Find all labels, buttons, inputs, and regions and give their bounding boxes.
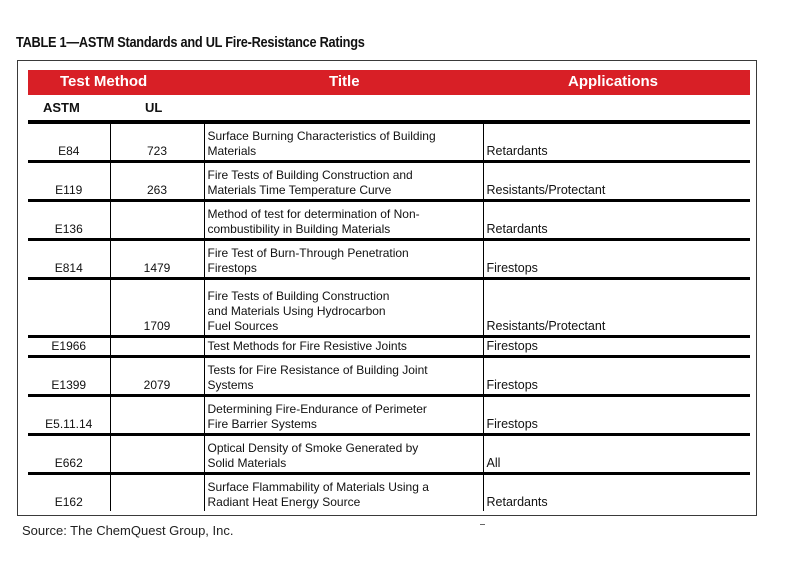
astm-cell: E662 — [28, 434, 110, 473]
application-cell: Firestops — [483, 336, 750, 356]
application-cell: Retardants — [486, 495, 548, 509]
title-line: Determining Fire-Endurance of Perimeter — [207, 401, 427, 416]
title-line: Materials Time Temperature Curve — [207, 182, 392, 197]
title-line: Optical Density of Smoke Generated by — [207, 440, 419, 455]
subheader-astm: ASTM — [43, 100, 80, 115]
title-line: Fuel Sources — [207, 318, 279, 333]
table-row — [28, 278, 750, 336]
title-line: and Materials Using Hydrocarbon — [207, 303, 386, 318]
title-line: Surface Burning Characteristics of Building — [207, 128, 436, 143]
astm-cell: E162 — [28, 473, 110, 511]
table-row — [28, 122, 750, 161]
title-line: combustibility in Building Materials — [207, 221, 391, 236]
title-cell — [204, 473, 483, 511]
header-title: Title — [329, 73, 360, 90]
astm-cell: E814 — [28, 239, 110, 278]
table-row — [28, 434, 750, 473]
title-line: Method of test for determination of Non- — [207, 206, 420, 221]
header-applications: Applications — [568, 73, 659, 90]
title-line: Fire Tests of Building Construction and — [207, 167, 413, 182]
title-line: Systems — [207, 377, 254, 392]
astm-cell — [28, 278, 110, 336]
application-cell: Firestops — [483, 395, 750, 434]
title-cell — [204, 122, 483, 161]
title-line: Tests for Fire Resistance of Building Joint — [207, 362, 428, 377]
astm-cell: E119 — [28, 161, 110, 200]
table-row — [28, 395, 750, 434]
ul-cell: 263 — [110, 161, 204, 200]
application-cell: All — [483, 434, 750, 473]
table-row — [28, 239, 750, 278]
title-cell — [204, 356, 483, 395]
title-line: Fire Tests of Building Construction — [207, 288, 390, 303]
application-cell: Resistants/Protectant — [483, 161, 750, 200]
title-line: Fire Test of Burn-Through Penetration — [207, 245, 409, 260]
title-line: Materials — [207, 143, 257, 158]
application-cell: Resistants/Protectant — [483, 278, 750, 336]
application-cell: Firestops — [483, 239, 750, 278]
title-cell — [204, 278, 483, 336]
application-cell: Retardants — [483, 122, 750, 161]
standards-table — [28, 120, 750, 511]
table-row — [28, 336, 750, 356]
astm-cell: E5.11.14 — [28, 395, 110, 434]
title-line: Fire Barrier Systems — [207, 416, 317, 431]
ul-cell — [110, 434, 204, 473]
title-line: Firestops — [207, 260, 257, 275]
title-cell — [204, 200, 483, 239]
title-cell — [204, 336, 483, 356]
ul-cell — [110, 395, 204, 434]
ul-cell: 723 — [110, 122, 204, 161]
application-cell: Retardants — [483, 200, 750, 239]
title-cell — [204, 161, 483, 200]
application-cell: Firestops — [483, 356, 750, 395]
table-row — [28, 161, 750, 200]
astm-cell: E84 — [28, 122, 110, 161]
title-line: Solid Materials — [207, 455, 287, 470]
source-note: Source: The ChemQuest Group, Inc. — [22, 523, 234, 538]
ul-cell — [110, 473, 204, 511]
table-row — [28, 200, 750, 239]
astm-cell: E1966 — [28, 336, 110, 356]
header-test-method: Test Method — [60, 73, 148, 90]
title-cell — [204, 395, 483, 434]
title-cell — [204, 434, 483, 473]
title-line: Test Methods for Fire Resistive Joints — [207, 338, 407, 353]
ul-cell: 1709 — [110, 278, 204, 336]
ul-cell — [110, 336, 204, 356]
ul-cell: 1479 — [110, 239, 204, 278]
title-line: Surface Flammability of Materials Using a — [207, 480, 429, 494]
title-line: Radiant Heat Energy Source — [207, 495, 361, 509]
ul-cell — [110, 200, 204, 239]
divider-mark — [480, 524, 485, 525]
table-row — [28, 473, 750, 511]
ul-cell: 2079 — [110, 356, 204, 395]
subheader-ul: UL — [145, 100, 163, 115]
title-cell — [204, 239, 483, 278]
astm-cell: E136 — [28, 200, 110, 239]
astm-cell: E1399 — [28, 356, 110, 395]
table-caption: TABLE 1—ASTM Standards and UL Fire-Resistance Ratings — [16, 35, 365, 51]
table-row — [28, 356, 750, 395]
